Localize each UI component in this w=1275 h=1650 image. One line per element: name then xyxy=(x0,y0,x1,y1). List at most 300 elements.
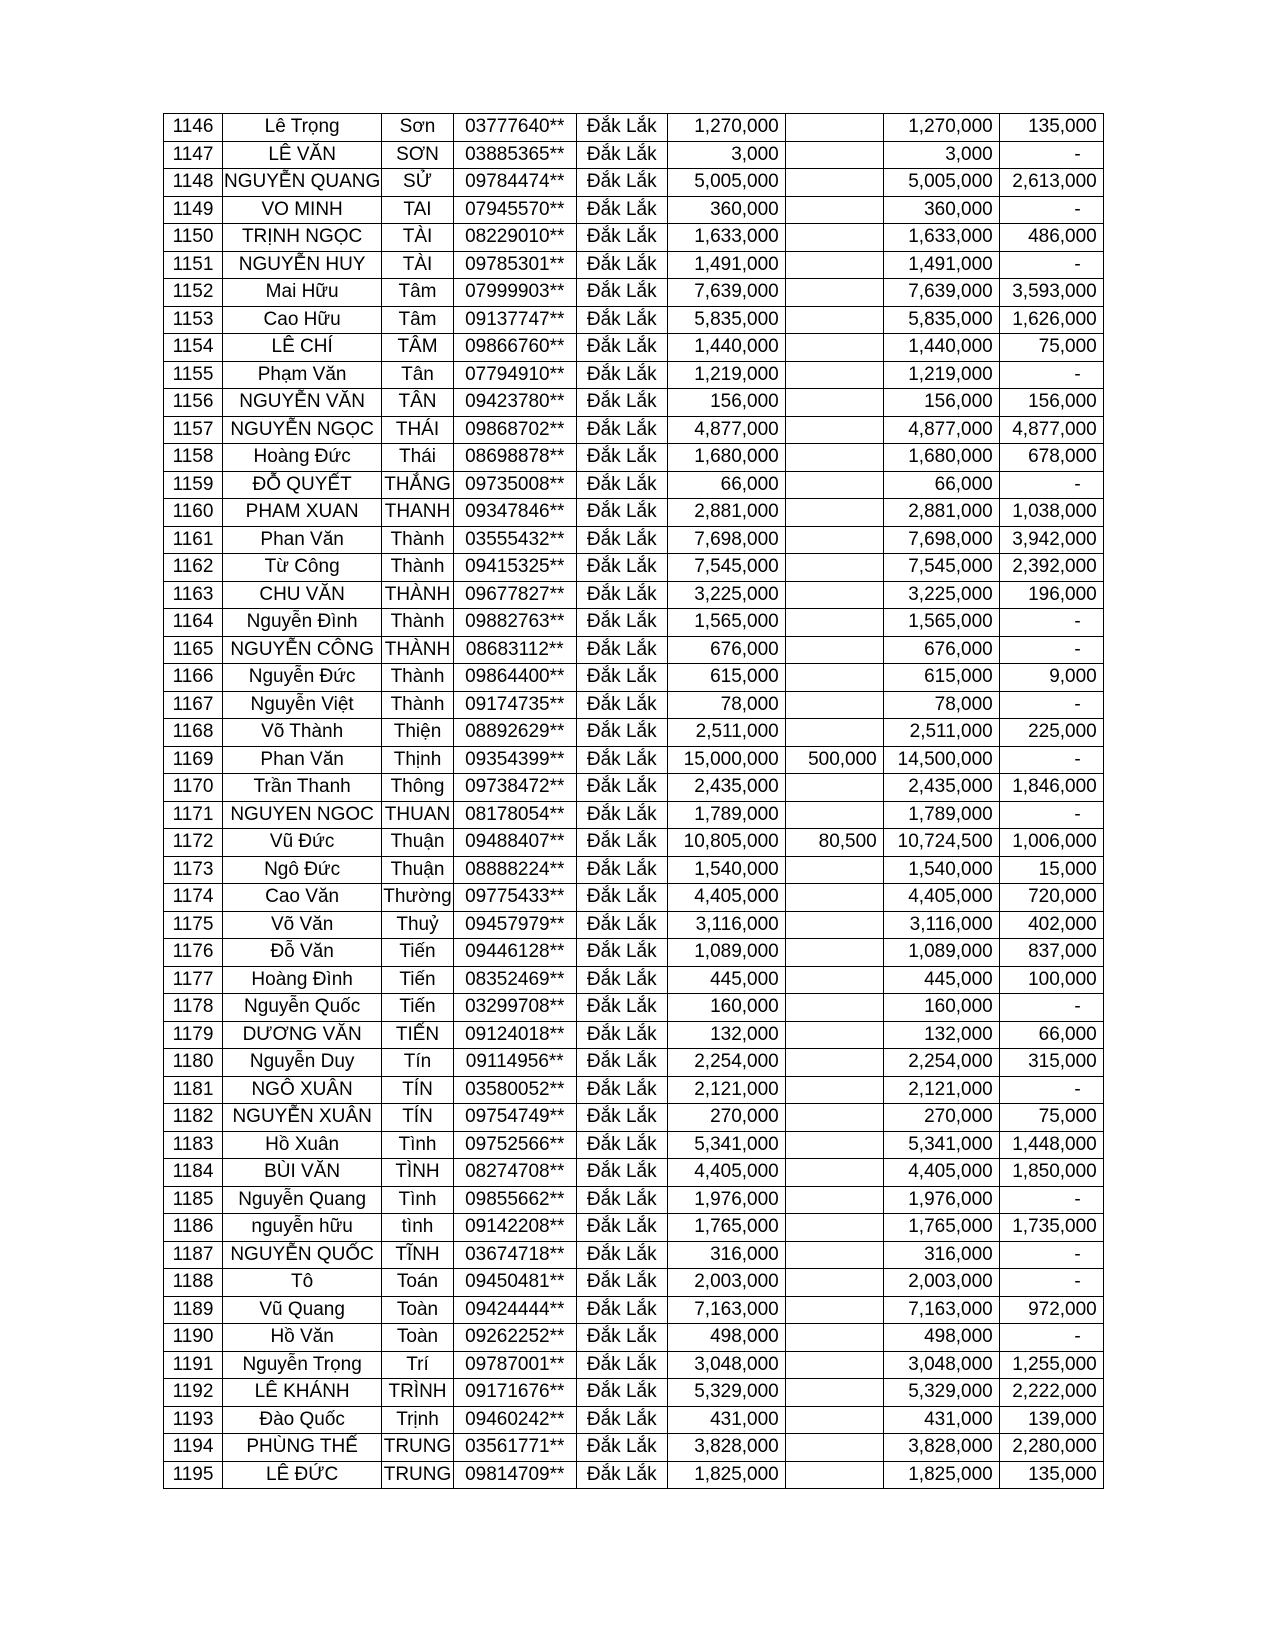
cell-first-name: TÍN xyxy=(382,1076,454,1104)
cell-amount: 2,003,000 xyxy=(667,1269,785,1297)
cell-net-amount: 132,000 xyxy=(883,1021,999,1049)
cell-phone: 03674718** xyxy=(453,1241,576,1269)
cell-balance: 3,593,000 xyxy=(999,279,1103,307)
cell-row-number: 1180 xyxy=(164,1049,223,1077)
cell-province: Đắk Lắk xyxy=(576,526,667,554)
cell-province: Đắk Lắk xyxy=(576,636,667,664)
cell-balance: - xyxy=(999,251,1103,279)
cell-net-amount: 498,000 xyxy=(883,1324,999,1352)
cell-deduction xyxy=(785,251,883,279)
cell-province: Đắk Lắk xyxy=(576,774,667,802)
table-row xyxy=(164,774,1104,802)
cell-amount: 1,089,000 xyxy=(667,939,785,967)
cell-net-amount: 431,000 xyxy=(883,1406,999,1434)
table-row xyxy=(164,169,1104,197)
cell-last-middle-name: Từ Công xyxy=(223,554,382,582)
cell-deduction xyxy=(785,1296,883,1324)
table-row xyxy=(164,279,1104,307)
cell-phone: 09754749** xyxy=(453,1104,576,1132)
cell-last-middle-name: Nguyễn Việt xyxy=(223,691,382,719)
cell-first-name: TÂN xyxy=(382,389,454,417)
cell-province: Đắk Lắk xyxy=(576,691,667,719)
cell-balance: - xyxy=(999,196,1103,224)
cell-row-number: 1149 xyxy=(164,196,223,224)
cell-last-middle-name: Đỗ Văn xyxy=(223,939,382,967)
cell-province: Đắk Lắk xyxy=(576,719,667,747)
cell-phone: 09775433** xyxy=(453,884,576,912)
cell-balance: - xyxy=(999,609,1103,637)
cell-phone: 09868702** xyxy=(453,416,576,444)
cell-deduction xyxy=(785,554,883,582)
cell-row-number: 1150 xyxy=(164,224,223,252)
cell-deduction xyxy=(785,966,883,994)
cell-deduction xyxy=(785,114,883,142)
cell-phone: 08892629** xyxy=(453,719,576,747)
cell-net-amount: 676,000 xyxy=(883,636,999,664)
cell-deduction xyxy=(785,774,883,802)
cell-deduction xyxy=(785,306,883,334)
cell-phone: 07999903** xyxy=(453,279,576,307)
table-row xyxy=(164,884,1104,912)
cell-deduction xyxy=(785,1214,883,1242)
cell-phone: 03299708** xyxy=(453,994,576,1022)
cell-last-middle-name: NGUYỄN QUỐC xyxy=(223,1241,382,1269)
table-row xyxy=(164,224,1104,252)
cell-balance: 315,000 xyxy=(999,1049,1103,1077)
cell-province: Đắk Lắk xyxy=(576,829,667,857)
cell-first-name: Tâm xyxy=(382,306,454,334)
cell-deduction xyxy=(785,609,883,637)
table-row xyxy=(164,966,1104,994)
cell-last-middle-name: LÊ ĐỨC xyxy=(223,1461,382,1489)
cell-deduction: 500,000 xyxy=(785,746,883,774)
cell-row-number: 1181 xyxy=(164,1076,223,1104)
cell-row-number: 1165 xyxy=(164,636,223,664)
table-row xyxy=(164,471,1104,499)
cell-first-name: THÀNH xyxy=(382,636,454,664)
cell-last-middle-name: Phạm Văn xyxy=(223,361,382,389)
cell-balance: 66,000 xyxy=(999,1021,1103,1049)
cell-phone: 09450481** xyxy=(453,1269,576,1297)
cell-last-middle-name: Nguyễn Quang xyxy=(223,1186,382,1214)
cell-province: Đắk Lắk xyxy=(576,994,667,1022)
cell-province: Đắk Lắk xyxy=(576,1214,667,1242)
table-row xyxy=(164,1104,1104,1132)
cell-first-name: THÁI xyxy=(382,416,454,444)
cell-deduction xyxy=(785,994,883,1022)
cell-deduction xyxy=(785,499,883,527)
cell-deduction xyxy=(785,361,883,389)
cell-balance: - xyxy=(999,361,1103,389)
cell-amount: 5,005,000 xyxy=(667,169,785,197)
cell-first-name: Toàn xyxy=(382,1324,454,1352)
cell-amount: 676,000 xyxy=(667,636,785,664)
cell-province: Đắk Lắk xyxy=(576,1351,667,1379)
cell-first-name: Tình xyxy=(382,1186,454,1214)
table-row xyxy=(164,251,1104,279)
table-row xyxy=(164,1296,1104,1324)
cell-last-middle-name: CHU VĂN xyxy=(223,581,382,609)
cell-province: Đắk Lắk xyxy=(576,1159,667,1187)
cell-amount: 2,511,000 xyxy=(667,719,785,747)
cell-net-amount: 3,048,000 xyxy=(883,1351,999,1379)
cell-first-name: TÌNH xyxy=(382,1159,454,1187)
cell-net-amount: 1,540,000 xyxy=(883,856,999,884)
cell-last-middle-name: NGUYỄN VĂN xyxy=(223,389,382,417)
cell-row-number: 1184 xyxy=(164,1159,223,1187)
cell-row-number: 1178 xyxy=(164,994,223,1022)
cell-first-name: TIẾN xyxy=(382,1021,454,1049)
table-row xyxy=(164,554,1104,582)
cell-province: Đắk Lắk xyxy=(576,664,667,692)
cell-first-name: Trịnh xyxy=(382,1406,454,1434)
cell-deduction xyxy=(785,939,883,967)
cell-net-amount: 1,765,000 xyxy=(883,1214,999,1242)
cell-deduction xyxy=(785,1076,883,1104)
cell-last-middle-name: Võ Văn xyxy=(223,911,382,939)
cell-deduction xyxy=(785,169,883,197)
cell-amount: 498,000 xyxy=(667,1324,785,1352)
cell-first-name: THẮNG xyxy=(382,471,454,499)
table-row xyxy=(164,306,1104,334)
cell-deduction xyxy=(785,1434,883,1462)
cell-amount: 2,881,000 xyxy=(667,499,785,527)
cell-net-amount: 3,828,000 xyxy=(883,1434,999,1462)
cell-deduction xyxy=(785,801,883,829)
cell-province: Đắk Lắk xyxy=(576,884,667,912)
table-row xyxy=(164,1269,1104,1297)
cell-balance: 486,000 xyxy=(999,224,1103,252)
cell-deduction xyxy=(785,1131,883,1159)
cell-row-number: 1159 xyxy=(164,471,223,499)
table-row xyxy=(164,1379,1104,1407)
cell-row-number: 1168 xyxy=(164,719,223,747)
cell-amount: 1,219,000 xyxy=(667,361,785,389)
cell-last-middle-name: Vũ Đức xyxy=(223,829,382,857)
cell-net-amount: 7,698,000 xyxy=(883,526,999,554)
cell-amount: 7,163,000 xyxy=(667,1296,785,1324)
cell-net-amount: 1,219,000 xyxy=(883,361,999,389)
cell-row-number: 1167 xyxy=(164,691,223,719)
cell-net-amount: 445,000 xyxy=(883,966,999,994)
table-row xyxy=(164,361,1104,389)
cell-first-name: Toàn xyxy=(382,1296,454,1324)
cell-phone: 03885365** xyxy=(453,141,576,169)
cell-first-name: Thường xyxy=(382,884,454,912)
cell-phone: 09864400** xyxy=(453,664,576,692)
cell-last-middle-name: LÊ KHÁNH xyxy=(223,1379,382,1407)
cell-row-number: 1169 xyxy=(164,746,223,774)
cell-first-name: Tiến xyxy=(382,966,454,994)
cell-deduction xyxy=(785,691,883,719)
cell-net-amount: 1,270,000 xyxy=(883,114,999,142)
table-row xyxy=(164,1214,1104,1242)
cell-last-middle-name: Nguyễn Trọng xyxy=(223,1351,382,1379)
cell-last-middle-name: Cao Hữu xyxy=(223,306,382,334)
cell-amount: 445,000 xyxy=(667,966,785,994)
cell-balance: 1,846,000 xyxy=(999,774,1103,802)
table-row xyxy=(164,334,1104,362)
cell-balance: - xyxy=(999,746,1103,774)
cell-amount: 431,000 xyxy=(667,1406,785,1434)
cell-last-middle-name: Hoàng Đình xyxy=(223,966,382,994)
cell-net-amount: 3,000 xyxy=(883,141,999,169)
cell-phone: 03580052** xyxy=(453,1076,576,1104)
cell-first-name: Thiện xyxy=(382,719,454,747)
cell-amount: 1,789,000 xyxy=(667,801,785,829)
cell-row-number: 1151 xyxy=(164,251,223,279)
cell-balance: - xyxy=(999,141,1103,169)
table-row xyxy=(164,1434,1104,1462)
cell-row-number: 1183 xyxy=(164,1131,223,1159)
cell-first-name: Thông xyxy=(382,774,454,802)
cell-phone: 09787001** xyxy=(453,1351,576,1379)
cell-deduction xyxy=(785,1406,883,1434)
cell-net-amount: 270,000 xyxy=(883,1104,999,1132)
cell-balance: - xyxy=(999,1241,1103,1269)
cell-net-amount: 4,877,000 xyxy=(883,416,999,444)
cell-deduction xyxy=(785,1241,883,1269)
cell-last-middle-name: nguyễn hữu xyxy=(223,1214,382,1242)
data-table xyxy=(163,113,1104,1489)
cell-last-middle-name: Lê Trọng xyxy=(223,114,382,142)
cell-net-amount: 1,825,000 xyxy=(883,1461,999,1489)
cell-balance: 196,000 xyxy=(999,581,1103,609)
cell-phone: 09415325** xyxy=(453,554,576,582)
cell-net-amount: 1,633,000 xyxy=(883,224,999,252)
cell-amount: 1,440,000 xyxy=(667,334,785,362)
cell-row-number: 1188 xyxy=(164,1269,223,1297)
cell-last-middle-name: ĐỖ QUYẾT xyxy=(223,471,382,499)
cell-amount: 5,329,000 xyxy=(667,1379,785,1407)
cell-first-name: TÀI xyxy=(382,224,454,252)
cell-phone: 08229010** xyxy=(453,224,576,252)
table-row xyxy=(164,939,1104,967)
table-row xyxy=(164,856,1104,884)
cell-net-amount: 1,089,000 xyxy=(883,939,999,967)
cell-row-number: 1172 xyxy=(164,829,223,857)
cell-amount: 156,000 xyxy=(667,389,785,417)
cell-phone: 03777640** xyxy=(453,114,576,142)
cell-first-name: Thuận xyxy=(382,829,454,857)
cell-last-middle-name: Hồ Văn xyxy=(223,1324,382,1352)
cell-deduction xyxy=(785,1379,883,1407)
cell-net-amount: 2,511,000 xyxy=(883,719,999,747)
cell-amount: 66,000 xyxy=(667,471,785,499)
cell-first-name: Tình xyxy=(382,1131,454,1159)
cell-row-number: 1146 xyxy=(164,114,223,142)
cell-row-number: 1177 xyxy=(164,966,223,994)
cell-row-number: 1157 xyxy=(164,416,223,444)
cell-balance: 2,392,000 xyxy=(999,554,1103,582)
cell-net-amount: 7,163,000 xyxy=(883,1296,999,1324)
cell-deduction xyxy=(785,196,883,224)
cell-deduction xyxy=(785,416,883,444)
cell-net-amount: 2,881,000 xyxy=(883,499,999,527)
cell-province: Đắk Lắk xyxy=(576,169,667,197)
cell-phone: 09814709** xyxy=(453,1461,576,1489)
cell-amount: 5,341,000 xyxy=(667,1131,785,1159)
cell-province: Đắk Lắk xyxy=(576,581,667,609)
cell-net-amount: 3,225,000 xyxy=(883,581,999,609)
cell-province: Đắk Lắk xyxy=(576,1269,667,1297)
table-row xyxy=(164,444,1104,472)
cell-last-middle-name: VO MINH xyxy=(223,196,382,224)
cell-net-amount: 160,000 xyxy=(883,994,999,1022)
cell-phone: 07794910** xyxy=(453,361,576,389)
cell-row-number: 1147 xyxy=(164,141,223,169)
cell-phone: 08698878** xyxy=(453,444,576,472)
cell-amount: 4,405,000 xyxy=(667,1159,785,1187)
cell-phone: 09785301** xyxy=(453,251,576,279)
cell-amount: 7,639,000 xyxy=(667,279,785,307)
cell-row-number: 1176 xyxy=(164,939,223,967)
cell-province: Đắk Lắk xyxy=(576,1379,667,1407)
cell-row-number: 1174 xyxy=(164,884,223,912)
cell-province: Đắk Lắk xyxy=(576,196,667,224)
cell-amount: 1,633,000 xyxy=(667,224,785,252)
cell-row-number: 1179 xyxy=(164,1021,223,1049)
cell-phone: 09347846** xyxy=(453,499,576,527)
cell-balance: - xyxy=(999,471,1103,499)
cell-deduction xyxy=(785,526,883,554)
cell-province: Đắk Lắk xyxy=(576,361,667,389)
cell-phone: 09137747** xyxy=(453,306,576,334)
cell-first-name: TRUNG xyxy=(382,1434,454,1462)
cell-net-amount: 5,329,000 xyxy=(883,1379,999,1407)
cell-province: Đắk Lắk xyxy=(576,251,667,279)
cell-balance: 720,000 xyxy=(999,884,1103,912)
table-row xyxy=(164,1406,1104,1434)
cell-phone: 09752566** xyxy=(453,1131,576,1159)
table-row xyxy=(164,1351,1104,1379)
cell-first-name: Thành xyxy=(382,554,454,582)
cell-first-name: Thuận xyxy=(382,856,454,884)
cell-phone: 08683112** xyxy=(453,636,576,664)
cell-row-number: 1175 xyxy=(164,911,223,939)
cell-first-name: SỬ xyxy=(382,169,454,197)
cell-phone: 09855662** xyxy=(453,1186,576,1214)
cell-last-middle-name: Đào Quốc xyxy=(223,1406,382,1434)
cell-amount: 316,000 xyxy=(667,1241,785,1269)
cell-province: Đắk Lắk xyxy=(576,1076,667,1104)
cell-first-name: TÀI xyxy=(382,251,454,279)
cell-net-amount: 66,000 xyxy=(883,471,999,499)
cell-phone: 09171676** xyxy=(453,1379,576,1407)
table-row xyxy=(164,1021,1104,1049)
cell-first-name: Thịnh xyxy=(382,746,454,774)
cell-net-amount: 10,724,500 xyxy=(883,829,999,857)
cell-amount: 3,225,000 xyxy=(667,581,785,609)
cell-deduction xyxy=(785,1461,883,1489)
cell-first-name: Thành xyxy=(382,526,454,554)
cell-first-name: Tâm xyxy=(382,279,454,307)
cell-last-middle-name: Ngô Đức xyxy=(223,856,382,884)
cell-first-name: Thành xyxy=(382,664,454,692)
cell-phone: 09866760** xyxy=(453,334,576,362)
table-row xyxy=(164,499,1104,527)
cell-net-amount: 7,545,000 xyxy=(883,554,999,582)
cell-phone: 08178054** xyxy=(453,801,576,829)
table-row xyxy=(164,141,1104,169)
cell-amount: 1,680,000 xyxy=(667,444,785,472)
cell-last-middle-name: Tô xyxy=(223,1269,382,1297)
cell-balance: 100,000 xyxy=(999,966,1103,994)
cell-balance: 15,000 xyxy=(999,856,1103,884)
cell-balance: 2,222,000 xyxy=(999,1379,1103,1407)
cell-last-middle-name: Võ Thành xyxy=(223,719,382,747)
cell-net-amount: 5,005,000 xyxy=(883,169,999,197)
table-row xyxy=(164,1049,1104,1077)
cell-province: Đắk Lắk xyxy=(576,444,667,472)
cell-amount: 3,828,000 xyxy=(667,1434,785,1462)
cell-last-middle-name: Hồ Xuân xyxy=(223,1131,382,1159)
cell-phone: 09423780** xyxy=(453,389,576,417)
cell-first-name: Thái xyxy=(382,444,454,472)
cell-amount: 132,000 xyxy=(667,1021,785,1049)
cell-amount: 1,976,000 xyxy=(667,1186,785,1214)
cell-phone: 09124018** xyxy=(453,1021,576,1049)
table-row xyxy=(164,1324,1104,1352)
cell-deduction xyxy=(785,444,883,472)
table-row xyxy=(164,114,1104,142)
cell-last-middle-name: NGÔ XUÂN xyxy=(223,1076,382,1104)
table-row xyxy=(164,1461,1104,1489)
cell-first-name: TRUNG xyxy=(382,1461,454,1489)
cell-balance: 1,448,000 xyxy=(999,1131,1103,1159)
cell-row-number: 1164 xyxy=(164,609,223,637)
table-row xyxy=(164,581,1104,609)
cell-balance: 4,877,000 xyxy=(999,416,1103,444)
cell-first-name: Thành xyxy=(382,609,454,637)
cell-last-middle-name: Nguyễn Duy xyxy=(223,1049,382,1077)
cell-row-number: 1154 xyxy=(164,334,223,362)
cell-amount: 3,000 xyxy=(667,141,785,169)
cell-deduction xyxy=(785,471,883,499)
cell-row-number: 1170 xyxy=(164,774,223,802)
table-row xyxy=(164,719,1104,747)
cell-balance: - xyxy=(999,1324,1103,1352)
cell-amount: 1,491,000 xyxy=(667,251,785,279)
cell-phone: 09882763** xyxy=(453,609,576,637)
cell-balance: 1,735,000 xyxy=(999,1214,1103,1242)
cell-amount: 270,000 xyxy=(667,1104,785,1132)
cell-row-number: 1162 xyxy=(164,554,223,582)
table-row xyxy=(164,1159,1104,1187)
cell-last-middle-name: Trần Thanh xyxy=(223,774,382,802)
cell-row-number: 1173 xyxy=(164,856,223,884)
cell-deduction xyxy=(785,224,883,252)
cell-row-number: 1192 xyxy=(164,1379,223,1407)
cell-balance: 139,000 xyxy=(999,1406,1103,1434)
cell-phone: 08352469** xyxy=(453,966,576,994)
cell-province: Đắk Lắk xyxy=(576,1186,667,1214)
cell-deduction xyxy=(785,389,883,417)
cell-phone: 07945570** xyxy=(453,196,576,224)
cell-deduction xyxy=(785,664,883,692)
cell-deduction xyxy=(785,1049,883,1077)
cell-net-amount: 14,500,000 xyxy=(883,746,999,774)
cell-phone: 09446128** xyxy=(453,939,576,967)
cell-phone: 09488407** xyxy=(453,829,576,857)
cell-first-name: Sơn xyxy=(382,114,454,142)
cell-row-number: 1155 xyxy=(164,361,223,389)
cell-province: Đắk Lắk xyxy=(576,114,667,142)
cell-first-name: Thuỷ xyxy=(382,911,454,939)
cell-amount: 1,540,000 xyxy=(667,856,785,884)
cell-net-amount: 1,976,000 xyxy=(883,1186,999,1214)
cell-last-middle-name: Mai Hữu xyxy=(223,279,382,307)
